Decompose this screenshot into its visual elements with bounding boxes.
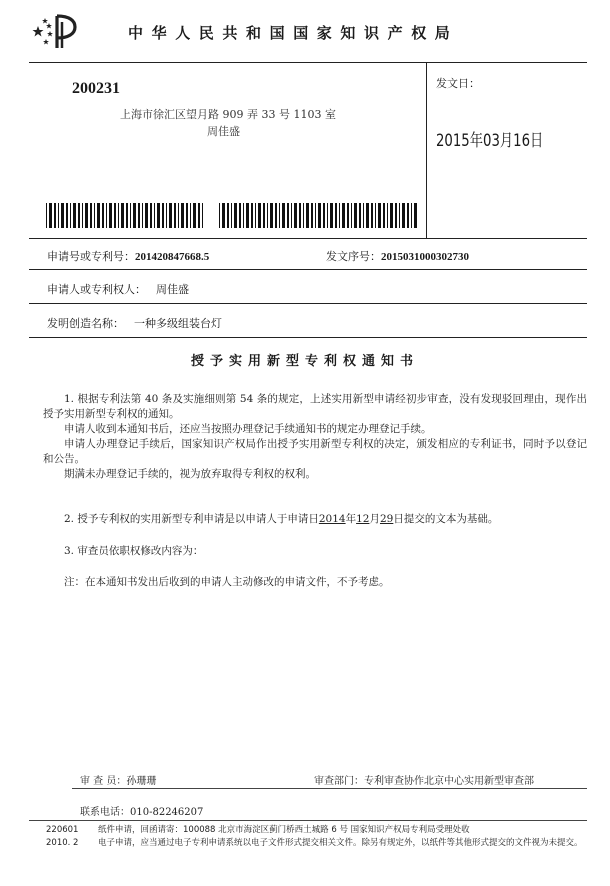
postcode: 200231 (72, 80, 120, 97)
cnipa-emblem-icon (30, 12, 80, 52)
invention-field (47, 315, 222, 331)
date-column-divider (426, 62, 427, 238)
field-rule-3 (29, 303, 587, 304)
notice-paragraph: 期满未办理登记手续的，视为放弃取得专利权的权利。 (64, 468, 316, 480)
application-no-label: 申请号或专利号： (47, 250, 135, 263)
invention-label: 发明创造名称： (47, 317, 124, 330)
notice-paragraph: 申请人办理登记手续后，国家知识产权局作出授予实用新型专利权的决定，颁发相应的专利证书，同时予以登记和公告。 (43, 438, 587, 465)
phone-field (80, 803, 203, 818)
examiner-field (80, 772, 156, 787)
return-instructions (98, 824, 586, 850)
serial-no: 2015031000302730 (381, 251, 469, 263)
serial-no-label: 发文序号： (326, 250, 381, 263)
e-filing-label: 电子申请， (98, 838, 141, 848)
notice-paragraph: 1. 根据专利法第 40 条及实施细则第 54 条的规定，上述实用新型申请经初步审查，没有发现驳回理由，现作出授予实用新型专利权的通知。 (43, 393, 587, 420)
field-rule-4 (29, 337, 587, 338)
examiner-label: 审 查 员： (80, 776, 127, 787)
mailing-address: 上海市徐汇区望月路 909 弄 33 号 1103 室 (120, 108, 336, 121)
applicant-label: 申请人或专利权人： (47, 283, 146, 296)
recipient-name: 周佳盛 (207, 125, 240, 138)
department-field (314, 772, 534, 787)
department-label: 审查部门： (314, 776, 364, 787)
paper-filing-line (98, 824, 586, 837)
paper-filing-label: 纸件申请，回函请寄： (98, 825, 184, 835)
application-year: 2014 (318, 513, 346, 525)
office-name: 中华人民共和国国家知识产权局 (128, 24, 459, 42)
department-name: 专利审查协作北京中心实用新型审查部 (364, 776, 534, 787)
applicant-name: 周佳盛 (156, 283, 189, 296)
month-unit: 月 (369, 513, 380, 525)
invention-title: 一种多级组装台灯 (134, 317, 222, 330)
footer-rule (72, 788, 587, 789)
phone-number: 010-82246207 (130, 807, 204, 818)
application-month: 12 (356, 513, 370, 525)
notice-title: 授予实用新型专利权通知书 (190, 354, 419, 369)
application-day: 29 (379, 513, 394, 525)
section-2-text-end: 日提交的文本为基础。 (393, 513, 499, 525)
top-rule (29, 62, 587, 63)
barcode-right (219, 203, 419, 228)
notice-note: 注：在本通知书发出后收到的申请人主动修改的申请文件，不予考虑。 (64, 576, 390, 588)
dispatch-date-label: 发文日： (436, 77, 480, 90)
section-2-text: 2. 授予专利权的实用新型专利申请是以申请人于申请日 (64, 513, 319, 525)
bottom-rule (29, 820, 587, 821)
notice-section-2 (64, 512, 584, 527)
e-filing-line (98, 837, 586, 850)
field-rule-2 (29, 269, 587, 270)
notice-section-1 (43, 392, 587, 482)
form-date: 2010. 2 (46, 838, 79, 848)
phone-label: 联系电话： (80, 807, 130, 818)
notice-section-3: 3. 审查员依职权修改内容为： (64, 545, 204, 557)
paper-filing-address: 100088 北京市海淀区蓟门桥西土城路 6 号 国家知识产权局专利局受理处收 (183, 825, 470, 835)
form-code: 220601 (46, 825, 79, 835)
application-no: 201420847668.5 (135, 251, 210, 263)
field-rule-1 (29, 238, 587, 239)
application-no-field (47, 248, 209, 264)
serial-no-field (326, 248, 469, 264)
year-unit: 年 (345, 513, 357, 525)
applicant-field (47, 281, 189, 297)
notice-paragraph: 申请人收到本通知书后，还应当按照办理登记手续通知书的规定办理登记手续。 (64, 423, 432, 435)
barcode-left (46, 203, 206, 228)
e-filing-text: 应当通过电子专利申请系统以电子文件形式提交相关文件。除另有规定外，以纸件等其他形式提交的文件视为未提交。 (140, 838, 583, 848)
dispatch-date: 2015年03月16日 (436, 131, 544, 151)
examiner-name: 孙珊珊 (126, 776, 157, 787)
